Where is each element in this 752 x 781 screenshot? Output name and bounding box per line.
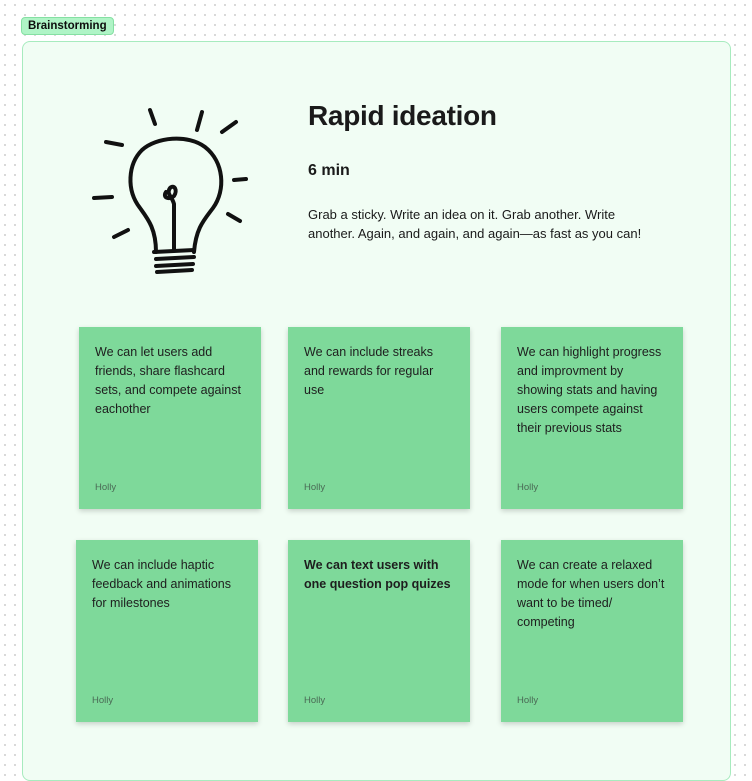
- activity-title: Rapid ideation: [308, 100, 497, 131]
- sticky-note[interactable]: [288, 540, 470, 722]
- sticky-note[interactable]: [79, 327, 261, 509]
- activity-duration: 6 min: [308, 162, 350, 179]
- sticky-text: We can create a relaxed mode for when users don’t want to be timed/ competing: [517, 558, 665, 629]
- sticky-text: We can let users add friends, share flashcard sets, and compete against eachother: [95, 345, 241, 416]
- activity-description: Grab a sticky. Write an idea on it. Grab another. Write another. Again, and again, and again—as fast as you can!: [308, 207, 642, 241]
- lightbulb-icon: [86, 104, 256, 279]
- sticky-author: Holly: [95, 482, 117, 493]
- sticky-text: We can include streaks and rewards for regular use: [304, 345, 434, 397]
- sticky-author: Holly: [304, 695, 326, 706]
- sticky-note[interactable]: [76, 540, 258, 722]
- sticky-text: We can highlight progress and improvment by showing stats and having users compete against their previous stats: [517, 345, 662, 435]
- sticky-note[interactable]: [501, 540, 683, 722]
- sticky-author: Holly: [517, 482, 539, 493]
- sticky-text: We can text users with one question pop quizes: [304, 558, 451, 591]
- sticky-note[interactable]: [501, 327, 683, 509]
- sticky-author: Holly: [517, 695, 539, 706]
- sticky-note[interactable]: [288, 327, 470, 509]
- sticky-author: Holly: [92, 695, 114, 706]
- sticky-author: Holly: [304, 482, 326, 493]
- section-label[interactable]: Brainstorming: [21, 17, 114, 35]
- sticky-text: We can include haptic feedback and animations for milestones: [92, 558, 231, 610]
